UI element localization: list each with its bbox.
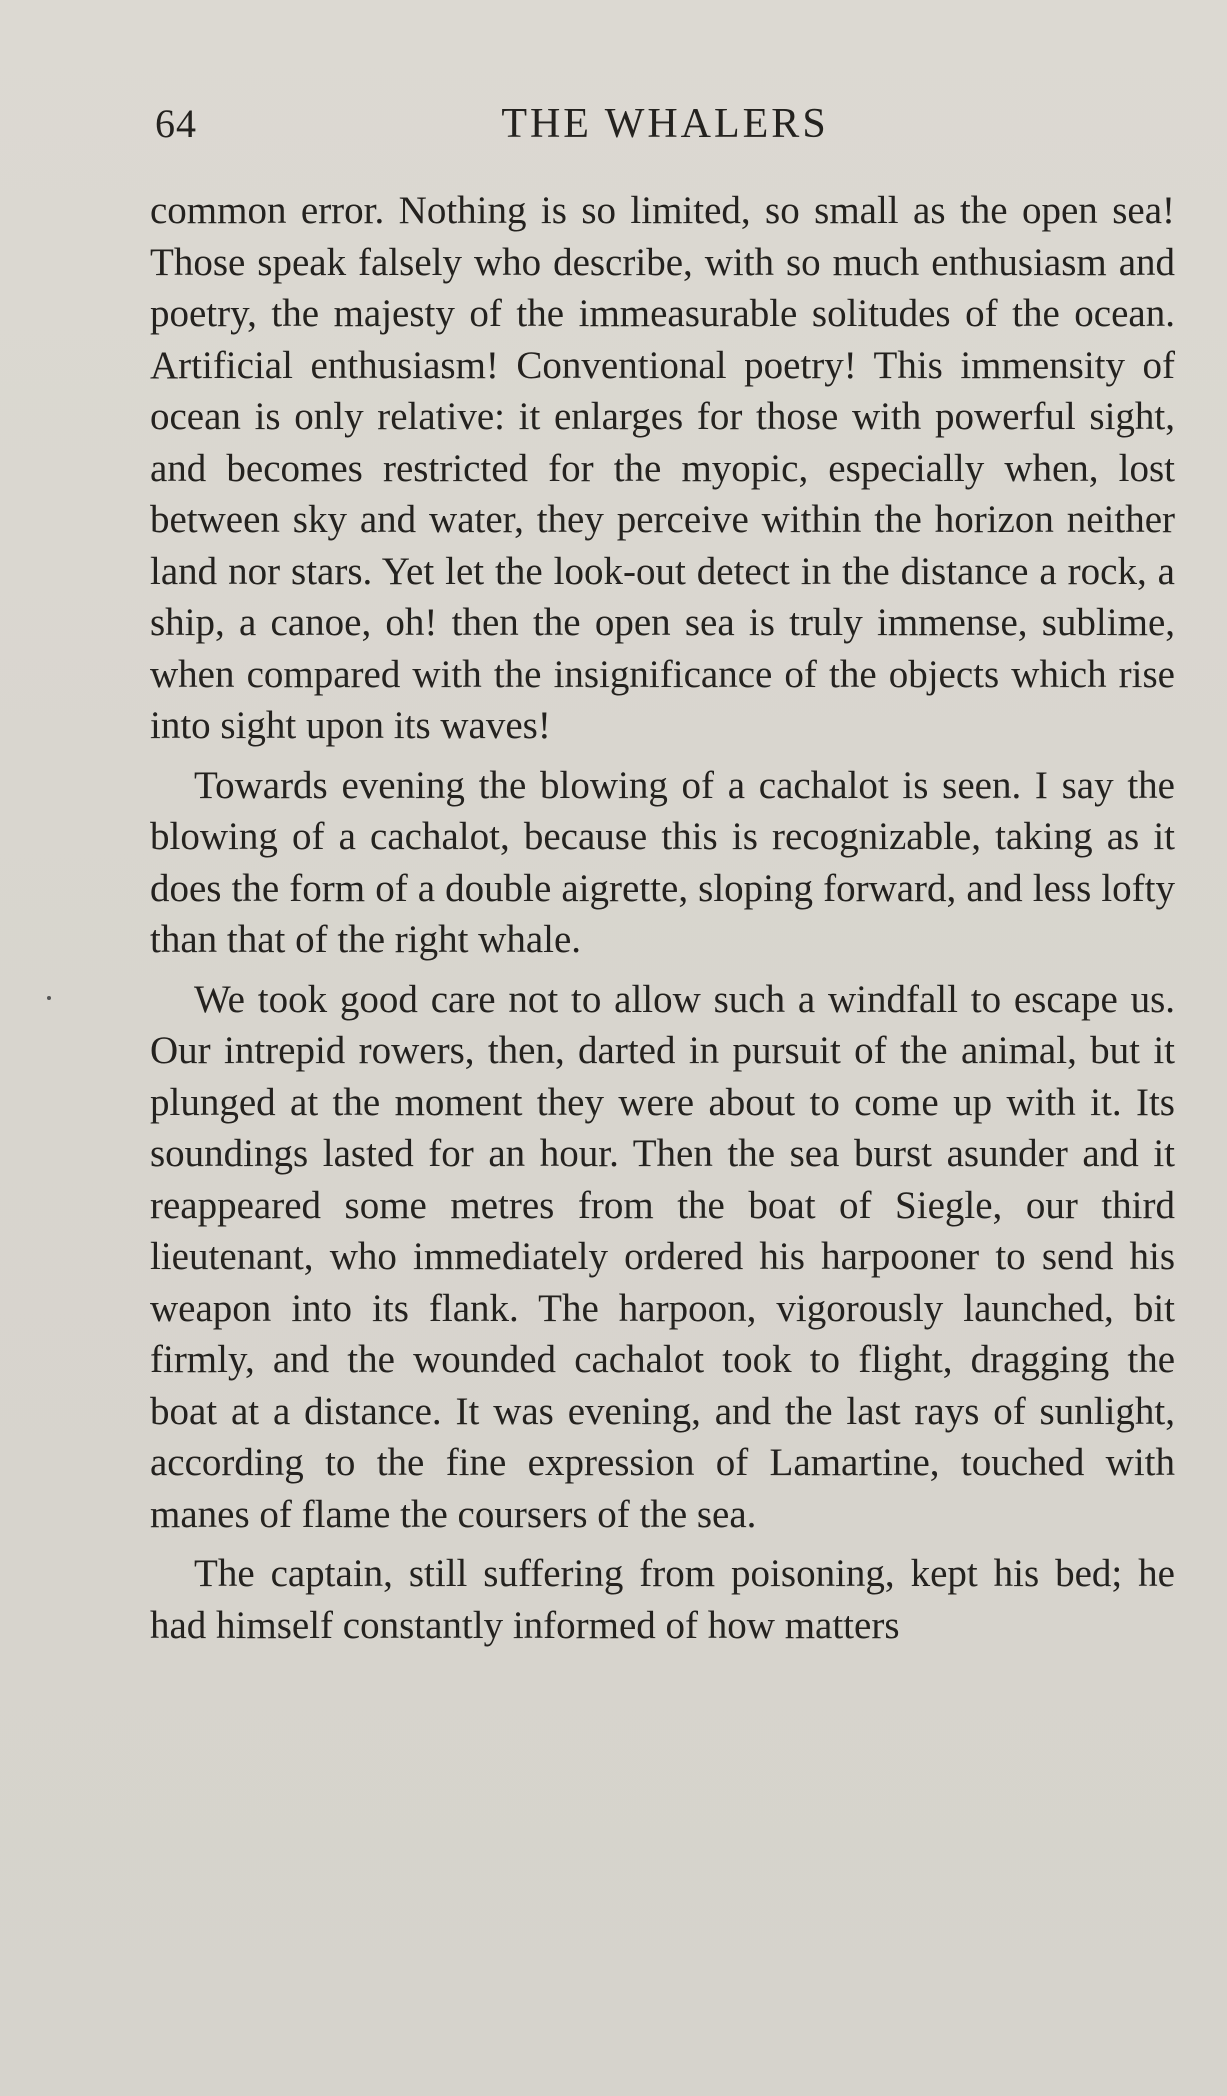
paragraph: The captain, still suffering from poisoning, kept his bed; he had himself constantly informed of how matters <box>150 1552 1175 1647</box>
paragraph-continued: common error. Nothing is so limited, so small as the open sea! Those speak falsely who describe, with so much enthusiasm and poetry, the majesty of the immeasurable solitudes of the ocean. Artificial enthusiasm! Conventional poetry! This immensity of ocean is only relative: it enlarges for those with powerful sight, and becomes restricted for the myopic, especially when, lost between sky and water, they perceive within the horizon neither land nor stars. Yet let the look-out detect in the distance a rock, a ship, a canoe, oh! then the open sea is truly immense, sublime, when compared with the insignificance of the objects which rise into sight upon its waves! <box>150 189 1175 747</box>
page-header <box>155 100 1175 160</box>
body-text <box>150 185 1175 1651</box>
paragraph: Towards evening the blowing of a cachalot is seen. I say the blowing of a cachalot, because this is recognizable, taking as it does the form of a double aigrette, sloping forward, and less lofty than that of the right whale. <box>150 763 1175 961</box>
paragraph: We took good care not to allow such a windfall to escape us. Our intrepid rowers, then, darted in pursuit of the animal, but it plunged at the moment they were about to come up with it. Its soundings lasted for an hour. Then the sea burst asunder and it reappeared some metres from the boat of Siegle, our third lieutenant, who immediately ordered his harpooner to send his weapon into its flank. The harpoon, vigorously launched, bit firmly, and the wounded cachalot took to flight, dragging the boat at a distance. It was evening, and the last rays of sunlight, according to the fine expression of Lamartine, touched with manes of flame the coursers of the sea. <box>150 977 1175 1536</box>
page-number: 64 <box>155 101 197 146</box>
margin-speck <box>47 996 51 1000</box>
running-title: THE WHALERS <box>501 101 829 147</box>
